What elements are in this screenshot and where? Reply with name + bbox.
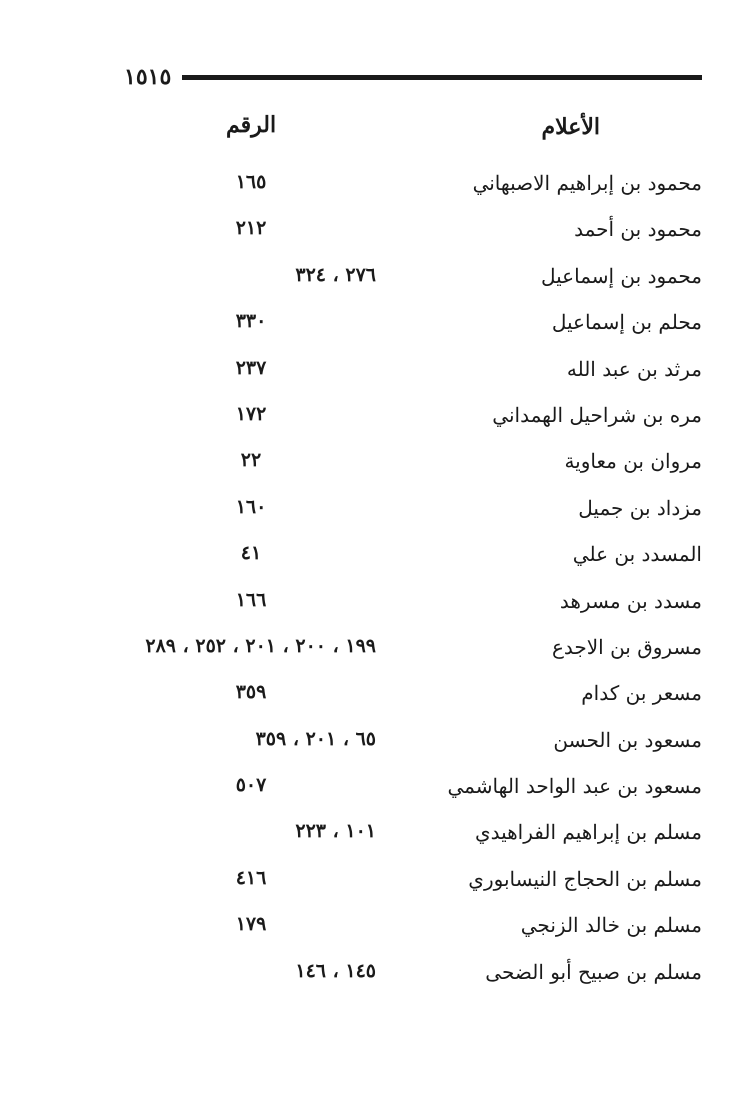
index-entry — [120, 720, 702, 766]
entry-name: مسعود بن الحسن — [553, 727, 702, 752]
entry-numbers: ٣٥٩ — [235, 681, 267, 704]
index-entry — [120, 163, 702, 209]
entry-name: مسلم بن صبيح أبو الضحى — [485, 959, 702, 984]
numbers-column-heading: الرقم — [225, 112, 277, 138]
entry-name: مسلم بن الحجاج النيسابوري — [468, 866, 702, 891]
index-entry — [120, 859, 702, 905]
entry-name: مسدد بن مسرهد — [559, 588, 702, 613]
entry-numbers: ٢٢ — [240, 449, 262, 472]
entry-name: مره بن شراحيل الهمداني — [492, 402, 702, 427]
entry-name: مزداد بن جميل — [578, 495, 702, 520]
entry-numbers: ٤١٦ — [235, 866, 267, 889]
entry-numbers: ١٦٦ — [235, 588, 267, 611]
page-number: ١٥١٥ — [124, 64, 172, 90]
entry-numbers: ٥٠٧ — [235, 774, 267, 797]
page-header — [120, 58, 702, 94]
index-entry — [120, 395, 702, 441]
entry-name: محمود بن إسماعيل — [540, 263, 702, 288]
index-entry — [120, 812, 702, 858]
index-entry — [120, 534, 702, 580]
entry-name: مسعر بن كدام — [581, 681, 702, 706]
index-entry — [120, 302, 702, 348]
index-entry — [120, 766, 702, 812]
entry-name: محلم بن إسماعيل — [551, 310, 702, 335]
index-entry — [120, 952, 702, 998]
entry-numbers: ٤١ — [240, 542, 262, 565]
entry-name: مروان بن معاوية — [564, 449, 702, 474]
entry-numbers: ٢٣٧ — [235, 356, 267, 379]
index-entry — [120, 256, 702, 302]
entry-numbers: ١٤٥ ، ١٤٦ — [295, 959, 376, 982]
index-entry — [120, 905, 702, 951]
entry-numbers: ١٧٢ — [235, 402, 267, 425]
entry-name: محمود بن إبراهيم الاصبهاني — [472, 171, 702, 195]
index-entry — [120, 627, 702, 673]
entry-name: مسعود بن عبد الواحد الهاشمي — [447, 774, 702, 799]
entry-numbers: ١٦٥ — [235, 171, 267, 193]
entry-numbers: ٦٥ ، ٢٠١ ، ٣٥٩ — [255, 727, 376, 750]
index-entry — [120, 441, 702, 487]
entry-name: مسلم بن خالد الزنجي — [520, 913, 702, 938]
index-entry — [120, 673, 702, 719]
index-entry — [120, 349, 702, 395]
index-entry — [120, 488, 702, 534]
entry-numbers: ١٩٩ ، ٢٠٠ ، ٢٠١ ، ٢٥٢ ، ٢٨٩ — [145, 634, 376, 657]
entry-numbers: ٢١٢ — [235, 217, 267, 240]
index-entry — [120, 209, 702, 255]
entry-numbers: ١٦٠ — [235, 495, 267, 518]
entry-numbers: ١٧٩ — [235, 913, 267, 936]
entry-numbers: ٢٧٦ ، ٣٢٤ — [295, 263, 376, 286]
index-entries — [120, 163, 702, 998]
entry-numbers: ٣٣٠ — [235, 310, 267, 333]
entry-numbers: ١٠١ ، ٢٢٣ — [295, 820, 376, 843]
entry-name: مرثد بن عبد الله — [566, 356, 702, 381]
header-rule — [182, 75, 702, 80]
names-column-heading: الأعلام — [541, 114, 600, 140]
column-headings — [120, 108, 702, 152]
index-entry — [120, 581, 702, 627]
entry-name: محمود بن أحمد — [574, 217, 702, 242]
entry-name: مسروق بن الاجدع — [551, 634, 702, 659]
entry-name: مسلم بن إبراهيم الفراهيدي — [474, 820, 702, 845]
entry-name: المسدد بن علي — [572, 542, 702, 567]
